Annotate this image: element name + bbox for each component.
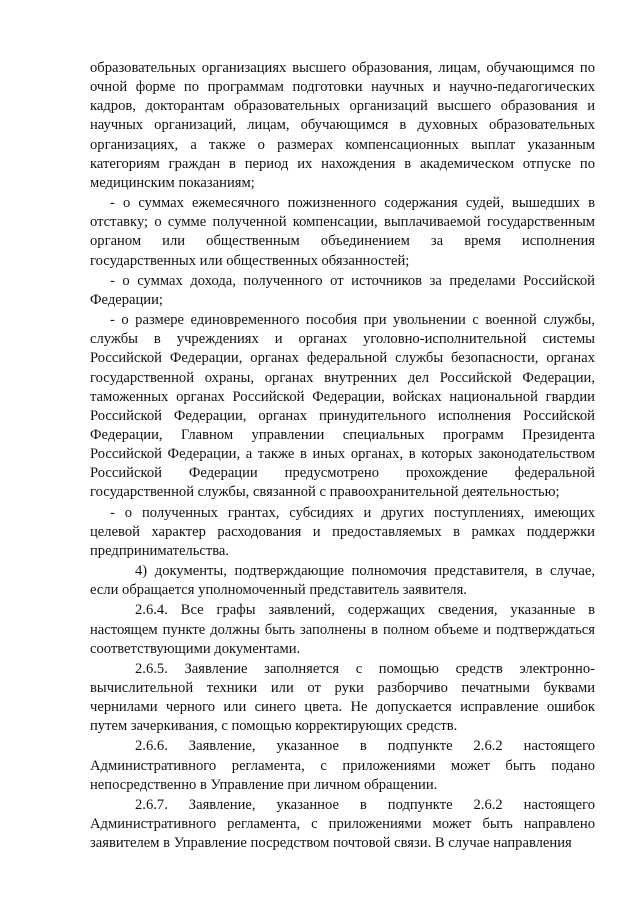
document-body xyxy=(90,59,595,853)
paragraph-representative-documents: 4) документы, подтверждающие полномочия представителя, в случае, если обращается уполномоченный представитель заявителя. xyxy=(90,563,595,599)
paragraph-judges-allowance: - о суммах ежемесячного пожизненного содержания судей, вышедших в отставку; о сумме полученной компенсации, выплачиваемой государственным органом или общественным объединением за время исполнения государственных или общественных обязанностей; xyxy=(90,195,595,269)
paragraph-grants-subsidies: - о полученных грантах, субсидиях и других поступлениях, имеющих целевой характер расходования и предоставляемых в рамках поддержки предпринимательства. xyxy=(90,504,595,559)
paragraph-section-2-6-7: 2.6.7. Заявление, указанное в подпункте 2.6.2 настоящего Административного регламента, с приложениями может быть направлено заявителем в Управление посредством почтовой связи. В случае направления xyxy=(90,796,595,852)
paragraph-education-continuation: образовательных организациях высшего образования, лицам, обучающимся по очной форме по программам подготовки научных и научно-педагогических кадров, докторантам образовательных организаций высшего образования и научных организаций, лицам, обучающимся в духовных образовательных организациях, а также о размерах компенсационных выплат указанным категориям граждан в период их нахождения в академическом отпуске по медицинским показаниям; xyxy=(90,60,595,191)
paragraph-section-2-6-4: 2.6.4. Все графы заявлений, содержащих сведения, указанные в настоящем пункте должны быть заполнены в полном объеме и подтверждаться соответствующими документами. xyxy=(90,602,595,657)
paragraph-foreign-income: - о суммах дохода, полученного от источников за пределами Российской Федерации; xyxy=(90,272,595,308)
paragraph-section-2-6-6: 2.6.6. Заявление, указанное в подпункте 2.6.2 настоящего Административного регламента, с приложениями может быть подано непосредственно в Управление при личном обращении. xyxy=(90,738,595,793)
paragraph-section-2-6-5: 2.6.5. Заявление заполняется с помощью средств электронно-вычислительной техники или от руки разборчиво печатными буквами чернилами черного или синего цвета. Не допускается исправление ошибок путем зачеркивания, с помощью корректирующих средств. xyxy=(90,660,595,735)
paragraph-severance-pay: - о размере единовременного пособия при увольнении с военной службы, службы в учреждениях и органах уголовно-исполнительной системы Российской Федерации, органах федеральной службы безопасности, органах государственной охраны, органах внутренних дел Российской Федерации, таможенных органах Российской Федерации, войсках национальной гвардии Российской Федерации, органах принудительного исполнения Российской Федерации, Главном управлении специальных программ Президента Российской Федерации, а также в иных органах, в которых законодательством Российской Федерации предусмотрено прохождение федеральной государственной службы, связанной с правоохранительной деятельностью; xyxy=(90,312,595,501)
